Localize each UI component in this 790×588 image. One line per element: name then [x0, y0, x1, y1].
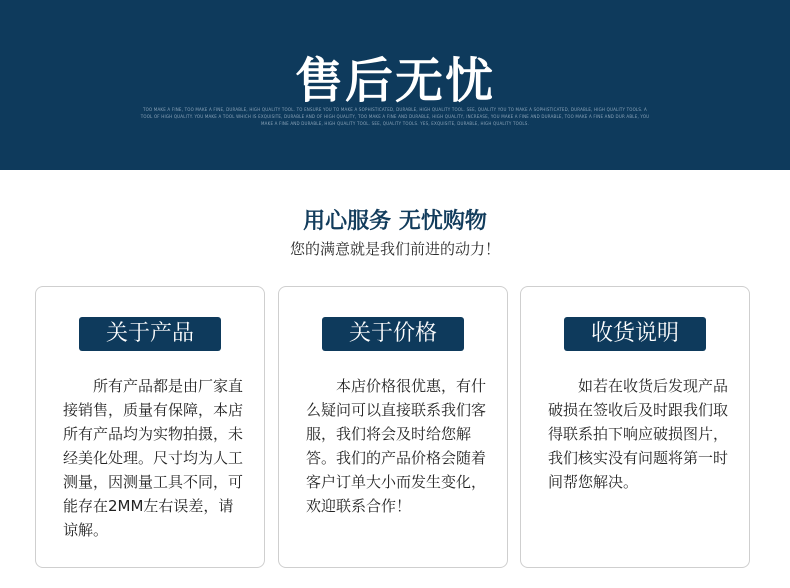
- section-subline: 您的满意就是我们前进的动力！: [289, 240, 500, 258]
- banner-title: 售后无忧: [294, 53, 495, 109]
- card-price-label: 关于价格: [322, 317, 464, 351]
- section-headline: 用心服务 无忧购物: [303, 209, 487, 234]
- card-product-label: 关于产品: [79, 317, 221, 351]
- header-banner: [0, 0, 790, 170]
- card-receipt: [520, 286, 750, 568]
- card-price-text: 本店价格很优惠，有什么疑问可以直接联系我们客服，我们将会及时给您解答。我们的产品价格会随着客户订单大小而发生变化，欢迎联系合作！: [306, 377, 487, 515]
- card-product-text: 所有产品都是由厂家直接销售，质量有保障，本店所有产品均为实物拍摄，未经美化处理。尺寸均为人工测量，因测量工具不同，可能存在2MM左右误差，请谅解。: [63, 377, 244, 539]
- card-price: [278, 286, 508, 568]
- banner-fine-text: TOO MAKE A FINE, TOO MAKE A FINE, DURABLE, HIGH QUALITY TOOL. TO ENSURE YOU TO MAKE A SOPHISTICATED, DURABLE, HIGH QUALITY TOOL. SEE, QUALITY YOU TO MAKE A SOPHISTICATED, DURABLE, HIGH QUALITY TOOLS. A TOOL OF HIGH QUALITY. YOU MAKE A TOOL WHICH IS EXQUISITE, DURABLE AND OF HIGH QUALITY, TOO MAKE A FINE AND DURABLE, HIGH QUALITY, INCREASE, YOU MAKE A FINE AND DURABLE, TOO MAKE A FINE AND DUR ABLE, YOU MAKE A FINE AND DURABLE, HIGH QUALITY TOOL. SEE, QUALITY TOOLS. YES, EXQUISITE, DURABLE, HIGH QUALITY TOOLS.: [140, 107, 650, 126]
- card-product: [35, 286, 265, 568]
- card-receipt-label: 收货说明: [564, 317, 706, 351]
- card-receipt-text: 如若在收货后发现产品破损在签收后及时跟我们取得联系拍下响应破损图片，我们核实没有问题将第一时间帮您解决。: [548, 377, 729, 491]
